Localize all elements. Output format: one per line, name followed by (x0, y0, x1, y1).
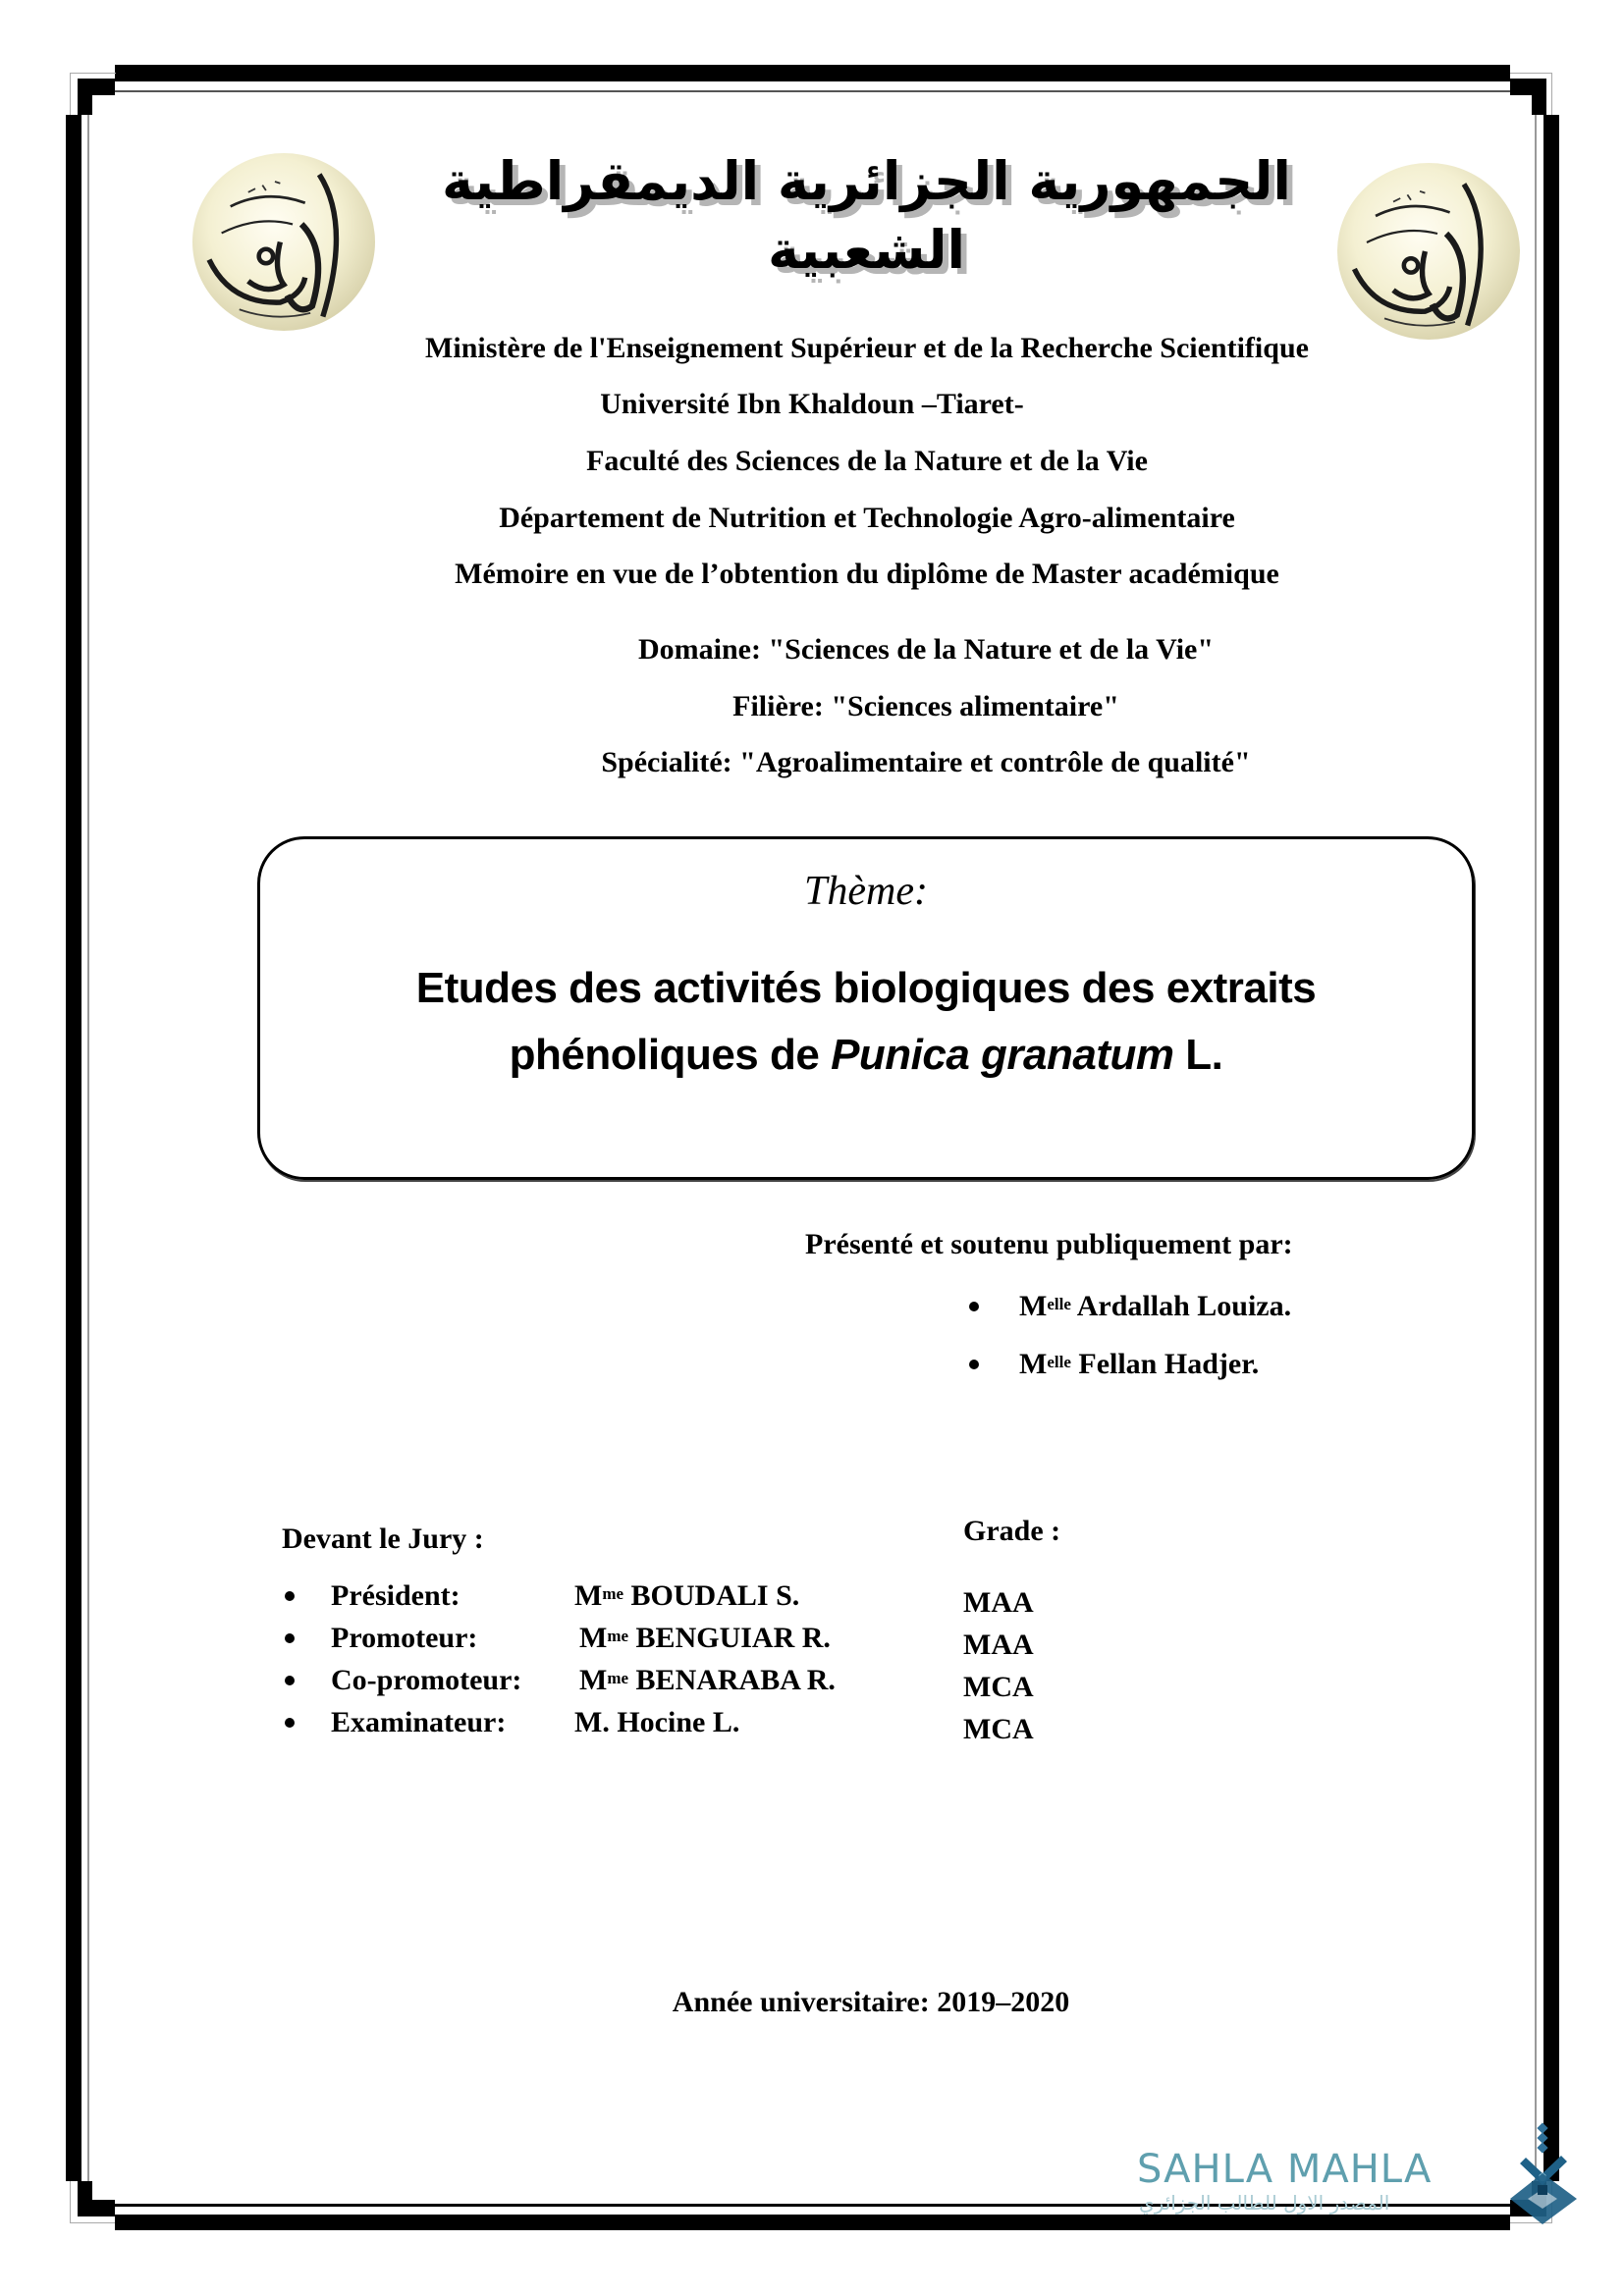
jury-title-sup: me (602, 1584, 624, 1603)
jury-title-sup: me (607, 1627, 629, 1645)
specialty-line: Spécialité: "Agroalimentaire et contrôle de qualité" (601, 746, 1251, 778)
jury-role: Promoteur: (331, 1622, 478, 1654)
jury-member-name (579, 1663, 836, 1698)
academic-year: Année universitaire: 2019–2020 (672, 1986, 1070, 2018)
border-right-thin (1535, 115, 1537, 2181)
bullet-icon (969, 1360, 979, 1369)
thesis-title-line2 (260, 1022, 1472, 1089)
border-top-thick (115, 65, 1510, 81)
diploma-purpose-line: Mémoire en vue de l’obtention du diplôme de Master académique (455, 558, 1279, 590)
ministry-line: Ministère de l'Enseignement Supérieur et de la Recherche Scientifique (425, 332, 1309, 364)
student-name: Ardallah Louiza. (1076, 1290, 1292, 1322)
department-line: Département de Nutrition et Technologie Agro-alimentaire (499, 502, 1235, 534)
border-corner-tl-v (78, 79, 92, 115)
jury-member-name (574, 1705, 739, 1740)
domain-line: Domaine: "Sciences de la Nature et de la Vie" (638, 633, 1214, 666)
student-1 (1019, 1289, 1291, 1324)
jury-name: BENGUIAR R. (635, 1622, 831, 1654)
jury-grade: MCA (963, 1671, 1034, 1703)
jury-title: M (579, 1622, 608, 1654)
student-title: M (1019, 1348, 1048, 1380)
bullet-icon (285, 1718, 295, 1728)
jury-member-name (574, 1578, 799, 1614)
calligraphy-seal-icon (192, 153, 375, 331)
border-left-thick (66, 115, 81, 2181)
jury-role: Président: (331, 1579, 460, 1612)
watermark-brand: SAHLA MAHLA (1137, 2147, 1433, 2192)
watermark-subtitle: المصدر الاول للطالب الجزائري (1139, 2191, 1390, 2215)
faculty-line: Faculté des Sciences de la Nature et de la Vie (586, 445, 1148, 477)
theme-box (257, 836, 1475, 1180)
jury-grade: MAA (963, 1586, 1034, 1619)
republic-title-arabic: الجمهورية الجزائرية الديمقراطية الشعبية (442, 150, 1291, 281)
bullet-icon (285, 1633, 295, 1643)
bullet-icon (969, 1302, 979, 1311)
thesis-title-line2-prefix: phénoliques de (509, 1031, 832, 1079)
border-corner-tr-v (1532, 79, 1546, 115)
jury-name: BENARABA R. (635, 1664, 836, 1696)
student-2 (1019, 1347, 1259, 1382)
student-name: Fellan Hadjer. (1078, 1348, 1260, 1380)
border-left-thin (87, 115, 89, 2181)
presented-by-heading: Présenté et soutenu publiquement par: (805, 1228, 1293, 1260)
theme-label: Thème: (804, 869, 928, 914)
jury-title: M (579, 1664, 608, 1696)
thesis-title-line1: Etudes des activités biologiques des extraits (415, 964, 1317, 1012)
student-title-sup: elle (1047, 1295, 1071, 1313)
thesis-title-line2-suffix: L. (1173, 1031, 1223, 1079)
border-top-thin (115, 90, 1510, 92)
jury-role: Examinateur: (331, 1706, 507, 1738)
jury-member-name (579, 1621, 831, 1656)
border-corner-bl-h (78, 2200, 115, 2216)
watermark-emblem-icon (1504, 2122, 1583, 2226)
species-name: Punica granatum (831, 1031, 1174, 1079)
jury-title-sup: me (607, 1669, 629, 1687)
university-logo-left (192, 153, 375, 331)
border-right-thick (1543, 115, 1559, 2181)
university-line: Université Ibn Khaldoun –Tiaret- (600, 388, 1024, 420)
university-logo-right (1337, 163, 1520, 340)
bullet-icon (285, 1591, 295, 1601)
calligraphy-seal-icon (1337, 163, 1520, 340)
jury-name: BOUDALI S. (630, 1579, 800, 1612)
jury-title: M (574, 1579, 603, 1612)
field-line: Filière: "Sciences alimentaire" (732, 690, 1119, 722)
jury-name: Hocine L. (609, 1706, 740, 1738)
thesis-title (260, 955, 1472, 1089)
bullet-icon (285, 1676, 295, 1685)
student-title: M (1019, 1290, 1048, 1322)
border-bottom-thick (115, 2215, 1510, 2230)
jury-title: M. (574, 1706, 610, 1738)
jury-role: Co-promoteur: (331, 1664, 522, 1696)
student-title-sup: elle (1047, 1353, 1071, 1371)
jury-grade: MCA (963, 1713, 1034, 1745)
jury-grade: MAA (963, 1629, 1034, 1661)
jury-heading: Devant le Jury : (282, 1522, 484, 1555)
grade-heading: Grade : (963, 1515, 1061, 1547)
